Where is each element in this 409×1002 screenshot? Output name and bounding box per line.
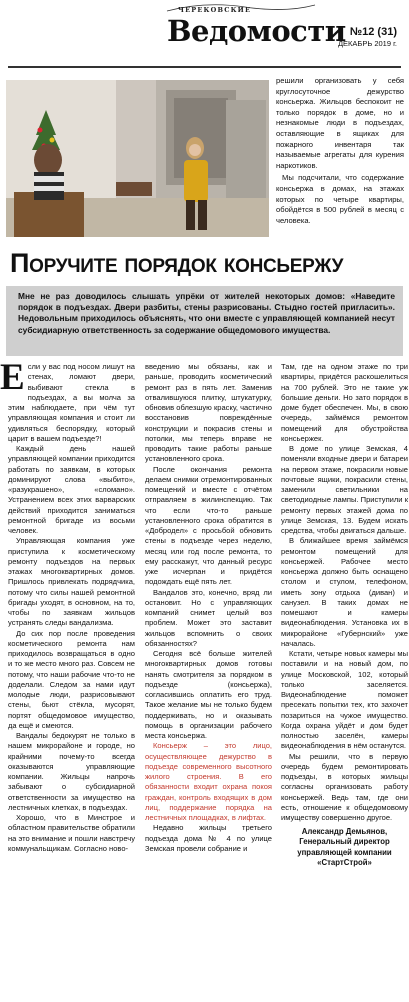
top-right-column: [276, 76, 404, 228]
col2-p4: Сегодня всё больше жителей многоквартирных домов готовы нанять смотрителя за порядком в подъезде (консьержа), согласившись оплатить его труд. Такое желание мы не только будем поддерживать, но и оказывать помощь в организации рабочего места консьержа.: [145, 649, 272, 740]
column-1: [0, 357, 136, 854]
author-signature: [281, 827, 408, 868]
column-2: [145, 362, 272, 854]
top-right-p1: решили организовать у себя круглосуточное дежурство консьержа. Жильцов беспокоит не только порядок в доме, но и незнакомые люди в подъездах, оставляющие в ящиках для пожарного инвентаря так называемые агрегаты для курения наркотиков.: [276, 76, 404, 170]
issue-number: №12 (31): [349, 26, 397, 38]
col1-p1-text: сли у вас под носом лишут на стенах, ломают двери, выбивают стекла в подъездах, а вы молча за этим наблюдаете, при чём тут управляющая компания и стоит ли удивляться беспорядку, который царит в вашем подъезде?!: [8, 362, 135, 443]
headline-text: Поручите порядок консьержу: [10, 248, 344, 278]
issue-date: ДЕКАБРЬ 2019 г.: [337, 39, 397, 48]
col3-p4: Кстати, четыре новых камеры мы поставили и на новый дом, по улице Московской, 102, который только заселяется. Видеонаблюдение поможет пресекать попытки тех, кто захочет позариться на чужое имущество. Когда охрана уйдёт и дом будет полностью заселён, камеры видеонаблюдения в нём останутся.: [281, 649, 408, 751]
col3-p5: Мы решили, что в первую очередь будем ремонтировать подъезды, в которых жильцы согласны организовать работу консьержей. Ведь там, где они есть, отношение к общедомовому имуществу совершенно другое.: [281, 751, 408, 822]
col2-p5: Недавно жильцы третьего подъезда дома № 4 по улице Земская провели собрание и: [145, 823, 272, 853]
masthead: [0, 0, 409, 74]
issue-info: [338, 26, 397, 48]
article-body: [0, 357, 408, 1002]
col2-highlight: Консьерж – это лицо, осуществляющее дежурство в подъезде современного высотного жилого строения. В его обязанности входит охрана покоя граждан, контроль входящих в дом лиц, поддержание порядка на лестничных площадках, в лифтах.: [145, 741, 272, 822]
author-title: Генеральный директор управляющей компании «СтартСтрой»: [297, 837, 392, 867]
masthead-rule: [8, 66, 401, 68]
col1-p5: Вандалы бедокурят не только в нашем микрорайоне и городе, но крайними почему-то всегда оказываются управляющие компании. Жильцы напрочь забывают о субсидиарной ответственности за имущество на лестничных клетках, в подъездах.: [8, 731, 135, 812]
svg-text:Ведомости: Ведомости: [167, 14, 346, 48]
lead-box: [6, 286, 403, 356]
col1-p4: До сих пор после проведения косметического ремонта нам приходилось возвращаться в одно и то же место много раз. Совсем не потому, что наши рабочие что-то не доделали. Следом за нами идут молодые люди, разрисовывают стены, бьют стёкла, мусорят, портят общедомовое имущество, да ещё и смеются.: [8, 628, 135, 730]
col2-p1: введению мы обязаны, как и раньше, проводить косметический ремонт раз в пять лет. Заменив отвалившуюся плитку, штукатурку, обновив облезшую краску, частично восстановив повреждённые конструкции и покрасив стены и потолки, мы теперь вправе не проводить такие работы раньше установленного срока.: [145, 362, 272, 464]
article-photo: [6, 80, 269, 237]
col2-p2: После окончания ремонта делаем снимки отремонтированных помещений и вместе с отчётом отправляем в жилинспекцию. Так что если что-то раньше установленного срока обратится в «Добродел» с просьбой обновить стены в подъезде через неделю, месяц или год после ремонта, то ему расскажут, что данный ресурс уже исчерпан и придётся подождать ещё пять лет.: [145, 464, 272, 587]
author-name: Александр Демьянов,: [301, 827, 388, 837]
col3-p1: Там, где на одном этаже по три квартиры, придётся раскошелиться на 700 рублей. Это не такие уж большие деньги. Но зато порядок в доме будет обеспечен. Мы, в свою очередь, займёмся ремонтом помещений для обустройства консьержек.: [281, 362, 408, 443]
svg-text:ЧЕРЕКОВСКИЕ: ЧЕРЕКОВСКИЕ: [178, 6, 252, 14]
col3-p2: В доме по улице Земская, 4 поменяли входные двери и батареи на первом этаже, покрасили новые почтовые ящики, покрасили стены, заменили светильники на светодиодные лампы. Приступили к ремонту первых этажей дома по улице Земская, 13. Будем искать средства, чтобы двигаться дальше.: [281, 444, 408, 535]
masthead-logo: [145, 3, 346, 48]
drop-cap: Е: [0, 357, 25, 398]
col1-p2: Каждый день нашей управляющей компании приходится работать по заявкам, в которых доминируют слова «выбито», «разукрашено», «сломано». Устранением всех этих варварских действий приходится заниматься ремонтной бригаде из восьми человек.: [8, 444, 135, 535]
col1-p1: [0, 357, 135, 444]
top-right-p2: Мы подсчитали, что содержание консьержа в домах, на этажах которых по четыре квартиры, обойдётся в 500 рублей в месяц с человека.: [276, 173, 404, 225]
col1-p3: Управляющая компания уже приступила к косметическому ремонту подъездов на первых этажах многоквартирных домов. Пришлось привлекать подрядчика, потому что силы нашей ремонтной бригады уходят, в основном, на то, чтобы по заявкам жильцов устранять следы вандализма.: [8, 536, 135, 628]
column-3: [281, 362, 408, 868]
col3-p3: В ближайшее время займёмся ремонтом помещений для консьержей. Рабочее место консьержа должно быть оснащено столом и стулом, телефоном, иметь зону отдыха (диван) и санузел. В таких домах не помешают и камеры видеонаблюдения. Установка их в микрорайоне «Губернский» уже началась.: [281, 536, 408, 648]
col2-p3: Вандалов это, конечно, вряд ли остановит. Но с управляющих компаний снимет целый воз проблем. Может это заставит жильцов вспомнить о своих обязанностях?: [145, 587, 272, 648]
col1-p6: Хорошо, что в Минстрое и областном правительстве обратили на это внимание и пошли навстречу коммунальщикам. Согласно ново-: [8, 813, 136, 853]
article-headline: [10, 248, 405, 279]
lead-text: Мне не раз доводилось слышать упрёки от жителей некоторых домов: «Наведите порядок в подъездах. Двери разбиты, стены разрисованы. Стыдно гостей пригласить». Недовольным приходилось объяснять, что они вместе с управляющей компанией несут субсидиарную ответственность за содержание общедомового имущества.: [18, 291, 395, 335]
